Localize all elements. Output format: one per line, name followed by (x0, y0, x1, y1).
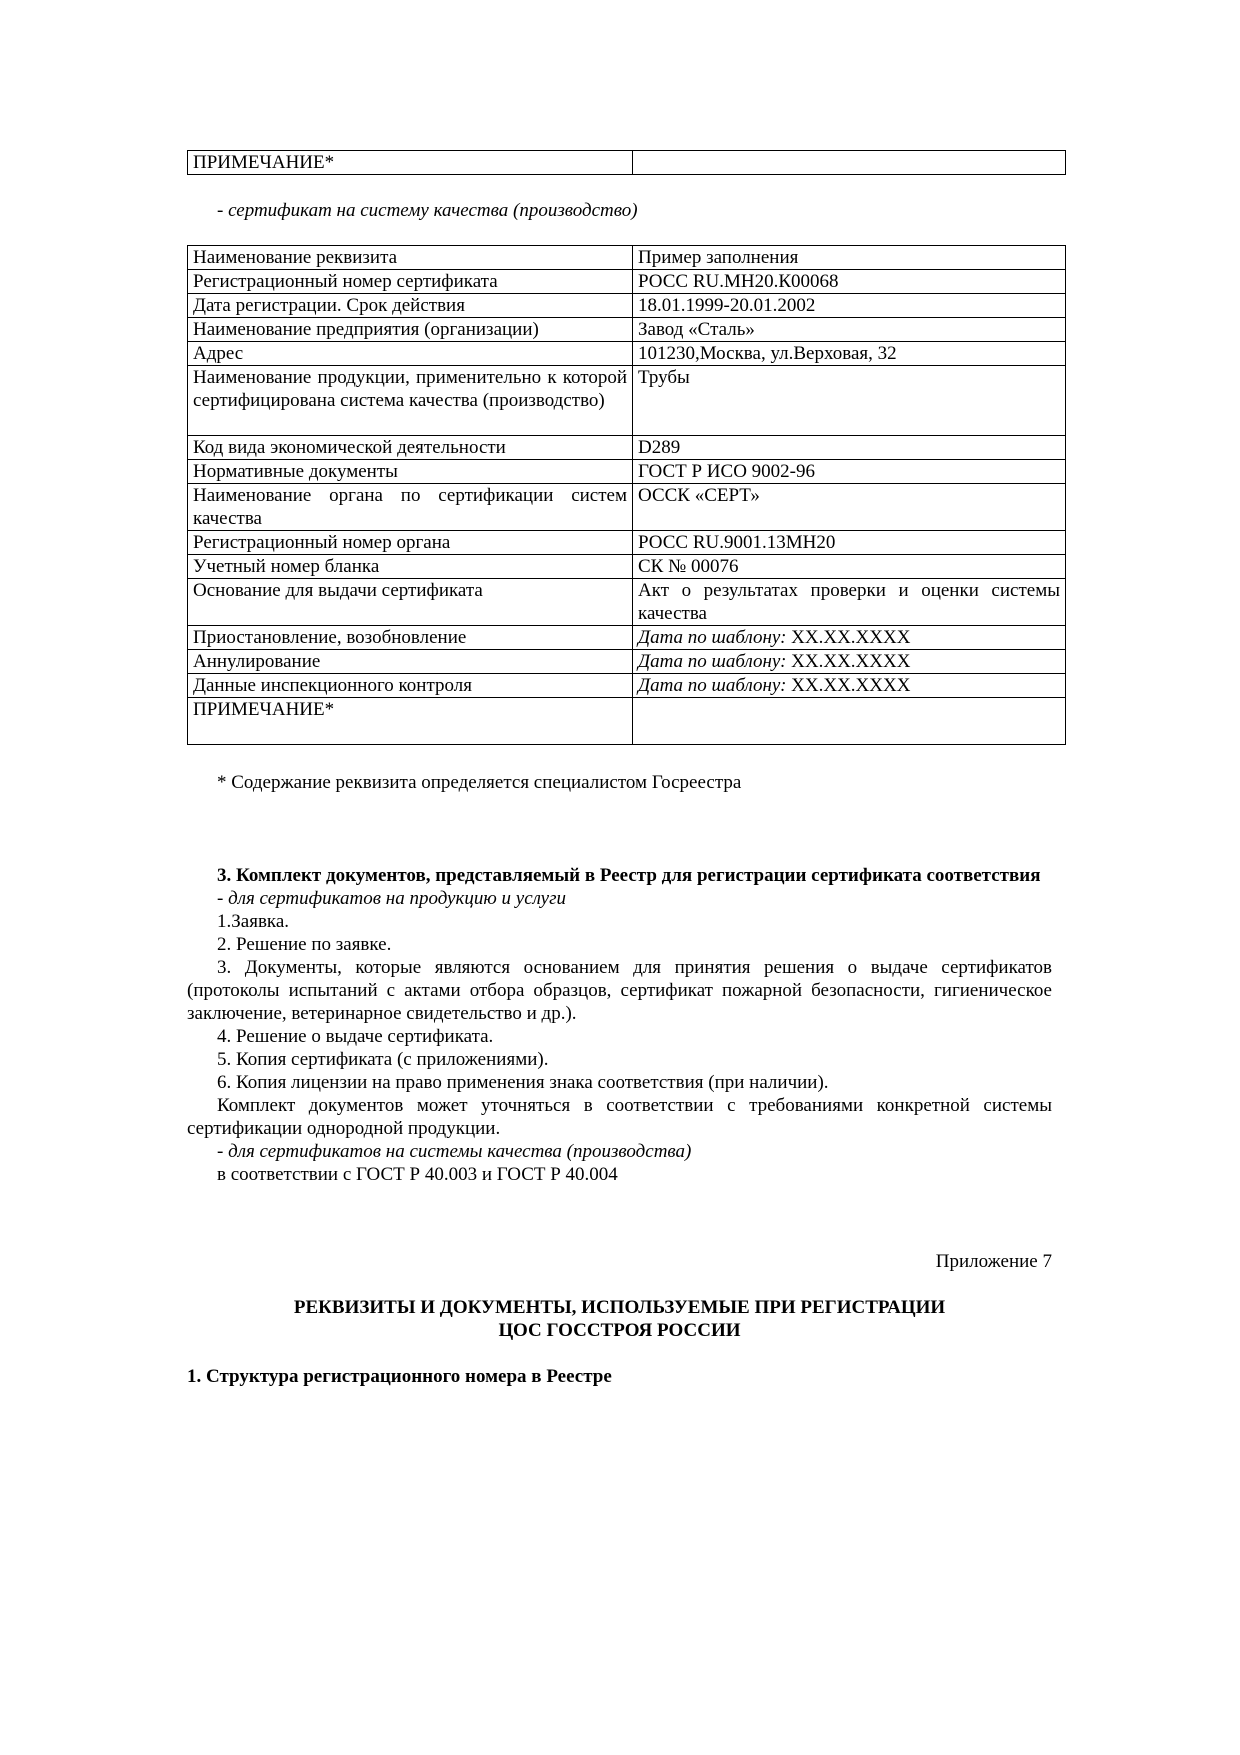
date-template-label: Дата по шаблону: (638, 651, 787, 672)
table-header-row (188, 246, 1066, 270)
header-cell-name: Наименование реквизита (188, 246, 633, 270)
row-value (633, 698, 1066, 745)
row-name: Регистрационный номер сертификата (188, 270, 633, 294)
row-name: Регистрационный номер органа (188, 531, 633, 555)
row-value: 101230,Москва, ул.Верховая, 32 (633, 342, 1066, 366)
footnote: * Содержание реквизита определяется специалистом Госреестра (217, 772, 742, 793)
row-name: Аннулирование (188, 650, 633, 674)
list-item: Комплект документов может уточняться в соответствии с требованиями конкретной системы сертификации однородной продукции. (187, 1095, 1052, 1139)
note-value-cell (633, 151, 1066, 175)
row-name: Дата регистрации. Срок действия (188, 294, 633, 318)
row-value: Трубы (633, 366, 1066, 436)
row-value: D289 (633, 436, 1066, 460)
row-value: СК № 00076 (633, 555, 1066, 579)
table-row (188, 484, 1066, 531)
row-value: ГОСТ Р ИСО 9002-96 (633, 460, 1066, 484)
date-template-value: XX.XX.XXXX (791, 675, 911, 696)
row-value: Завод «Сталь» (633, 318, 1066, 342)
row-value-cell (633, 674, 1066, 698)
table-row (188, 650, 1066, 674)
table-row (188, 531, 1066, 555)
row-name: Адрес (188, 342, 633, 366)
appendix-title-block (187, 1296, 1052, 1342)
row-name: ПРИМЕЧАНИЕ* (188, 698, 633, 745)
table-row (188, 366, 1066, 436)
appendix-label-block (187, 1250, 1052, 1273)
appendix-title-line1: РЕКВИЗИТЫ И ДОКУМЕНТЫ, ИСПОЛЬЗУЕМЫЕ ПРИ РЕГИСТРАЦИИ (293, 1297, 946, 1318)
date-template-value: XX.XX.XXXX (791, 651, 911, 672)
row-name: Наименование продукции, применительно к которой сертифицирована система качества (производство) (188, 366, 633, 436)
list-item: 3. Документы, которые являются основанием для принятия решения о выдаче сертификатов (протоколы испытаний с актами отбора образцов, сертификат пожарной безопасности, гигиеническое заключение, ветеринарное свидетельство и др.). (187, 957, 1052, 1024)
row-name: Нормативные документы (188, 460, 633, 484)
qms-standards-text: в соответствии с ГОСТ Р 40.003 и ГОСТ Р 40.004 (217, 1164, 618, 1185)
table-row (188, 436, 1066, 460)
table-row (188, 555, 1066, 579)
row-value: РОСС RU.9001.13МН20 (633, 531, 1066, 555)
row-name: Наименование предприятия (организации) (188, 318, 633, 342)
table-row (188, 579, 1066, 626)
note-label-cell: ПРИМЕЧАНИЕ* (188, 151, 633, 175)
qms-subtitle: - сертификат на систему качества (производство) (217, 200, 638, 221)
row-name: Приостановление, возобновление (188, 626, 633, 650)
date-template-label: Дата по шаблону: (638, 675, 787, 696)
date-template-value: XX.XX.XXXX (791, 627, 911, 648)
list-item: 4. Решение о выдаче сертификата. (217, 1026, 494, 1047)
qms-subtitle-block (187, 199, 1052, 222)
note-table (187, 150, 1066, 175)
row-value: 18.01.1999-20.01.2002 (633, 294, 1066, 318)
row-name: Данные инспекционного контроля (188, 674, 633, 698)
row-value: Акт о результатах проверки и оценки системы качества (633, 579, 1066, 626)
row-name: Код вида экономической деятельности (188, 436, 633, 460)
section-3-heading: 3. Комплект документов, представляемый в Реестр для регистрации сертификата соответствия (217, 865, 1041, 886)
row-value: РОСС RU.МН20.К00068 (633, 270, 1066, 294)
row-value: ОССК «СЕРТ» (633, 484, 1066, 531)
table-row (188, 698, 1066, 745)
table-row (188, 342, 1066, 366)
table-row (188, 460, 1066, 484)
section-1-heading: 1. Структура регистрационного номера в Реестре (187, 1366, 612, 1387)
row-name: Основание для выдачи сертификата (188, 579, 633, 626)
table-row (188, 626, 1066, 650)
requisites-table (187, 245, 1066, 745)
header-cell-example: Пример заполнения (633, 246, 1066, 270)
row-value-cell (633, 650, 1066, 674)
table-row (188, 270, 1066, 294)
table-row (188, 151, 1066, 175)
list-item: 2. Решение по заявке. (217, 934, 392, 955)
footnote-block (187, 771, 1052, 794)
date-template-label: Дата по шаблону: (638, 627, 787, 648)
row-name: Наименование органа по сертификации систем качества (188, 484, 633, 531)
section-1-block (187, 1365, 1052, 1388)
appendix-title-line2: ЦОС ГОССТРОЯ РОССИИ (498, 1320, 741, 1341)
section-3 (187, 864, 1052, 1186)
row-value-cell (633, 626, 1066, 650)
list-item: 5. Копия сертификата (с приложениями). (217, 1049, 549, 1070)
products-subheading: - для сертификатов на продукцию и услуги (217, 888, 567, 909)
table-row (188, 674, 1066, 698)
qms-subheading: - для сертификатов на системы качества (производства) (217, 1141, 692, 1162)
row-name: Учетный номер бланка (188, 555, 633, 579)
appendix-label: Приложение 7 (935, 1251, 1052, 1272)
list-item: 6. Копия лицензии на право применения знака соответствия (при наличии). (217, 1072, 829, 1093)
table-row (188, 294, 1066, 318)
table-row (188, 318, 1066, 342)
list-item: 1.Заявка. (217, 911, 290, 932)
